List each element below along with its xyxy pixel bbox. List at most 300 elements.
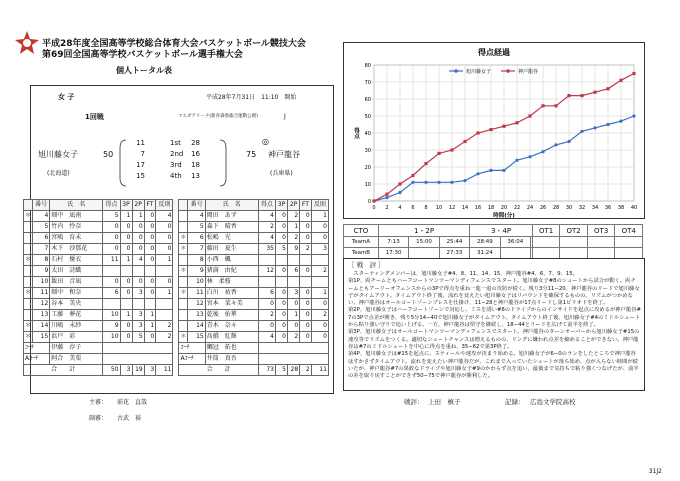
player-p3: 1 [120,211,132,222]
player-fouls: 2 [156,332,173,343]
player-p2: 4 [132,255,144,266]
team-a-score: 50 [103,150,114,159]
player-pts: 4 [258,233,275,244]
y-axis-label: 得点 [353,127,359,139]
player-number: 9 [188,266,205,277]
player-p3: 0 [120,321,132,332]
player-p2 [287,277,299,288]
total-ft: 2 [300,365,312,376]
player-pts: 2 [258,310,275,321]
player-mark [24,266,33,277]
header-pts: 得点 [103,200,120,211]
tournament-logo-icon [14,30,40,56]
player-fouls: 0 [156,277,173,288]
header-mark [179,200,188,211]
player-fouls [311,277,328,288]
table-header-row [24,200,329,211]
player-p2: 1 [287,222,299,233]
table-row [24,266,329,277]
cto-row [344,237,643,248]
x-tick-label: 16 [474,205,482,211]
cto-header-cell: OT4 [615,225,643,237]
x-tick-label: 20 [500,205,508,211]
player-p2: 1 [287,310,299,321]
player-pts: 5 [103,211,120,222]
player-fouls: 2 [311,266,328,277]
player-pts [258,255,275,266]
coach-label: ｺｰﾁ [179,343,205,354]
x-tick-label: 36 [604,205,612,211]
x-axis-label: 時間(分) [493,213,515,218]
page-number: 31J2 [648,468,662,475]
player-p2: 2 [287,211,299,222]
referee-label: 主審： [89,399,108,406]
header-name: 氏 名 [50,200,103,211]
player-ft: 0 [144,288,156,299]
legend-marker [454,69,458,73]
cto-cell: 31:24 [470,248,500,259]
x-tick-label: 28 [552,205,560,211]
player-fouls: 3 [311,244,328,255]
table-row [24,244,329,255]
player-pts [258,277,275,288]
cto-cell [532,237,560,248]
header-fouls: 反則 [311,200,328,211]
player-fouls: 1 [311,211,328,222]
y-tick-label: 80 [364,63,371,69]
data-point [619,120,622,123]
y-tick-label: 60 [364,97,371,103]
player-mark: ＊ [179,244,188,255]
game-review-title: ［ 戦 評 ］ [348,261,385,269]
coach-blank [103,343,173,354]
cto-cell [560,237,588,248]
page-subtitle: 個人トータル表 [116,66,172,75]
player-pts: 6 [103,288,120,299]
quarter-b: 28 [191,139,200,147]
cto-header-cell: 1・2P [378,225,469,237]
player-p2 [132,266,144,277]
player-ft: 0 [300,222,312,233]
player-p3: 0 [120,244,132,255]
player-number: 7 [33,244,50,255]
player-number: 4 [33,211,50,222]
data-point [515,159,518,162]
venue-label: マエダアリーナ(新青森県総合運動公園) [178,114,258,119]
cto-team-label: TeamB [344,248,379,259]
y-tick-label: 0 [367,199,371,205]
team-b-mark: ◎ [262,137,269,146]
data-point [372,199,375,202]
player-p3: 0 [120,222,132,233]
x-tick-label: 0 [372,205,376,211]
player-mark: ＊ [179,288,188,299]
player-p3: 0 [120,332,132,343]
header-ft: FT [144,200,156,211]
player-p3 [120,299,132,310]
player-mark: ＊ [24,211,33,222]
cto-header-cell: OT2 [560,225,588,237]
player-name: 畑中 和奈 [50,288,103,299]
player-number: 15 [33,332,50,343]
x-tick-label: 6 [411,205,415,211]
quarter-label: 4th [170,172,182,180]
data-point [632,72,635,75]
cto-cell: 28:49 [470,237,500,248]
player-pts: 11 [103,255,120,266]
coach-blank [258,354,328,365]
player-ft: 0 [144,222,156,233]
player-pts: 35 [258,244,275,255]
y-tick-label: 30 [364,148,371,154]
player-number: 8 [33,255,50,266]
cto-table [343,224,643,259]
player-number: 4 [188,211,205,222]
cto-header-cell: OT3 [587,225,615,237]
player-mark: ＊ [24,321,33,332]
data-point [528,155,531,158]
player-p2: 1 [132,211,144,222]
player-name: 髙橋 紅輝 [205,332,258,343]
player-fouls: 0 [156,222,173,233]
coach-label: Aｺｰﾁ [24,354,50,365]
player-number: 6 [188,233,205,244]
cto-header-cell: OT1 [532,225,560,237]
x-tick-label: 40 [630,205,638,211]
player-pts: 10 [103,310,120,321]
player-pts: 9 [103,321,120,332]
player-p2: 0 [132,277,144,288]
quarter-a: 15 [136,172,145,180]
player-name: 川嶋 未紗 [50,321,103,332]
total-pts: 50 [103,365,120,376]
game-review-panel [343,258,645,391]
data-point [502,125,505,128]
total-ft: 3 [144,365,156,376]
player-ft: 0 [144,244,156,255]
x-tick-label: 26 [539,205,547,211]
player-mark: ＊ [24,255,33,266]
cto-cell [615,237,643,248]
player-fouls: 0 [311,222,328,233]
data-point [567,94,570,97]
quarter-a: 11 [136,139,145,147]
player-p2 [287,255,299,266]
cto-cell [409,248,439,259]
player-number: 14 [188,321,205,332]
player-mark [24,277,33,288]
player-p3: 1 [120,310,132,321]
player-p2: 0 [132,222,144,233]
player-number: 7 [188,244,205,255]
quarter-label: 1st [170,139,181,147]
player-fouls: 0 [311,299,328,310]
coach-name: 井筒 真吾 [205,354,258,365]
player-pts: 6 [258,288,275,299]
cto-header-row [344,225,643,237]
player-fouls: 1 [156,255,173,266]
player-fouls [156,310,173,321]
data-point [541,104,544,107]
x-tick-label: 2 [385,205,389,211]
player-number: 11 [33,288,50,299]
player-p2: 3 [287,288,299,299]
player-ft: 1 [144,321,156,332]
cto-cell: 15:00 [409,237,439,248]
player-name: 工藤 夢花 [50,310,103,321]
player-name: 竹内 怜奈 [50,222,103,233]
data-point [606,87,609,90]
player-ft: 0 [144,277,156,288]
recorder-name: 広島文学院高校 [530,398,576,406]
cto-cell [500,248,530,259]
player-name: 木下 沙那花 [50,244,103,255]
data-point [554,104,557,107]
total-fouls: 11 [156,365,173,376]
player-fouls: 0 [156,244,173,255]
table-row [24,299,329,310]
player-number: 5 [188,222,205,233]
header-no: 番号 [188,200,205,211]
player-fouls [311,255,328,266]
player-ft: 0 [300,332,312,343]
player-ft: 0 [300,288,312,299]
player-p2: 0 [132,233,144,244]
quarter-b: 13 [191,172,200,180]
x-tick-label: 22 [513,205,521,211]
player-number: 10 [188,277,205,288]
player-p2 [132,299,144,310]
game-review-body: スターティングメンバーは、旭川藤女子#4、8、11、14、15、神戸龍谷#4、6、7、9、15。 第1P、両チームともハーフコートマンツーマンディフェンスでスタート。旭川藤女子#8のシュートから試合が動く。両チームともアーリーオフェンスからの3Pで得点を重ね一進一退の攻防が続く。残り3分11−20、神戸龍谷のリードで旭川藤女子がタイムアウト。タイムアウト終了後、流れを変えたい旭川藤女子はリバウンドを確保するものの、リズムがつかめない。神戸龍谷はオールコートゾーンプレスを仕掛け、11−28と神戸龍谷が17点リードし第1ピリオドを終了。 第2P、旭川藤女子はハーフコートゾーンで対応し、ミスを誘い#8のドライブからのインサイドを起点に攻めるが神戸龍谷#7の3Pで点差が開き、残り5分14−40で旭川藤女子がタイムアウト。タイムアウト終了後、旭川藤女子#4のミドルシュートから粘り強い守りで追い上げる。一方、神戸龍谷は堅守を継続し、18−44とリードを広げて前半を終了。 第3P、旭川藤女子はオールコートマンツーマンディフェンスでスタート。神戸龍谷のターンオーバーから旭川藤女子#15の速攻等でリズムをつくる。適切なシュートチャンスは増えるものの、リングに嫌われ点差を縮めることができない。神戸龍谷は#7のミドルシュートを中心に得点を重ね、35−62で第3P終了。 第4P、旭川藤女子は#15を起点に、スティールや速攻が決まり始める。旭川藤女子が6−0のランをしたところで神戸龍谷はすかさずタイムアウト。流れを変えたい神戸龍谷だが、これまで入っていたシュートが落ち始め、点が入らない時間が続いたが、神戸龍谷#7の果敢なドライブや旭川藤女子#9のかわらず点を追い、最後まで気持ちで粘り強くつなげたが、前半の差を取り戻すことができず50−75で神戸龍谷が勝利した。 [348,271,641,380]
quarter-b: 16 [191,150,200,158]
player-number: 5 [33,222,50,233]
round-label: 1回戦 [85,113,104,121]
y-tick-label: 20 [364,165,371,171]
recorder-label: 記録： [505,398,525,406]
cto-row [344,248,643,259]
data-point [424,162,427,165]
player-p3 [275,277,287,288]
x-tick-label: 14 [461,205,469,211]
x-tick-label: 4 [398,205,402,211]
player-mark: ＊ [179,233,188,244]
player-p2: 9 [287,244,299,255]
player-fouls: 0 [156,233,173,244]
player-pts: 4 [258,332,275,343]
player-p2: 0 [132,244,144,255]
player-p2: 0 [287,299,299,310]
player-number: 11 [188,288,205,299]
player-ft: 0 [300,299,312,310]
team-a-name: 旭川藤女子 [38,150,78,159]
total-p2: 19 [132,365,144,376]
umpire-name: 古武 裕 [117,415,142,422]
player-pts: 0 [103,277,120,288]
total-row [24,365,329,376]
player-p3: 1 [120,255,132,266]
total-p3: 3 [120,365,132,376]
player-p3: 0 [120,233,132,244]
player-pts: 4 [258,211,275,222]
data-point [437,181,440,184]
player-mark: ＊ [24,288,33,299]
player-fouls: 2 [156,321,173,332]
table-row [24,211,329,222]
data-point [632,114,635,117]
cto-cell: 36:04 [500,237,530,248]
team-b-score: 75 [246,150,257,159]
player-pts: 2 [258,222,275,233]
total-pts: 73 [258,365,275,376]
data-point [541,150,544,153]
cto-team-label: TeamA [344,237,379,248]
game-date-time: 平成28年7月31日 11:10 開始 [206,94,297,101]
player-number: 12 [188,299,205,310]
player-p3: 0 [275,211,287,222]
title-line1: 平成28年度全国高等学校総合体育大会バスケットボール競技大会 [42,39,306,49]
coach-blank [103,354,173,365]
cto-cell: 27:33 [439,248,469,259]
table-row [24,255,329,266]
player-ft: 2 [300,244,312,255]
coach-blank [258,343,328,354]
header-pts: 得点 [258,200,275,211]
writer-label: 戦評： [404,398,424,406]
player-number: 12 [33,299,50,310]
team-a-pref: (北海道) [47,170,70,177]
writer-name: 上田 槙子 [428,398,461,406]
data-point [450,148,453,151]
player-mark [24,233,33,244]
title-line2: 第69回全国高等学校バスケットボール選手権大会 [42,50,243,60]
player-number: 9 [33,266,50,277]
header-p3: 3P [275,200,287,211]
players-table [23,199,329,376]
data-point [476,172,479,175]
x-tick-label: 24 [526,205,534,211]
player-fouls: 1 [156,288,173,299]
cto-header-cell: 3・4P [470,225,533,237]
coach-row [24,354,329,365]
data-point [411,174,414,177]
player-name: 畑中 凪南 [50,211,103,222]
cto-cell: 17:30 [378,248,408,259]
player-p2: 2 [287,233,299,244]
data-point [593,91,596,94]
cto-cell [615,248,643,259]
player-mark [179,310,188,321]
player-mark [24,222,33,233]
player-name: 猪満 由紀 [205,266,258,277]
player-p2: 0 [287,321,299,332]
data-point [502,169,505,172]
coach-label: ｺｰﾁ [24,343,50,354]
team-b-pref: (兵庫県) [270,170,293,177]
player-name: 谷本 美央 [50,299,103,310]
player-fouls: 4 [156,211,173,222]
table-row [24,233,329,244]
data-point [437,152,440,155]
player-pts [103,299,120,310]
player-name: 石村 優衣 [50,255,103,266]
player-ft: 0 [144,211,156,222]
data-point [619,79,622,82]
player-fouls: 2 [311,310,328,321]
player-number: 6 [33,233,50,244]
player-p3: 0 [275,233,287,244]
table-row [24,277,329,288]
data-point [463,140,466,143]
coach-name: 伊藤 淳子 [50,343,103,354]
cto-cell [587,248,615,259]
data-point [606,123,609,126]
data-point [398,182,401,185]
quarter-b: 18 [191,161,200,169]
table-row [24,222,329,233]
table-row [24,332,329,343]
player-name: 宮本 菜々美 [205,299,258,310]
player-name: 白川 祐香 [205,288,258,299]
player-ft: 0 [144,255,156,266]
player-number: 13 [188,310,205,321]
x-tick-label: 34 [591,205,599,211]
player-name: 岡田 あず [205,211,258,222]
player-name: 林 柔桜 [205,277,258,288]
x-tick-label: 32 [578,205,586,211]
player-pts: 10 [103,332,120,343]
x-tick-label: 8 [424,205,428,211]
player-ft [144,299,156,310]
player-pts: 0 [103,222,120,233]
player-ft [300,255,312,266]
y-tick-label: 70 [364,80,371,86]
x-tick-label: 12 [448,205,456,211]
table-row [24,288,329,299]
player-fouls: 0 [311,233,328,244]
y-tick-label: 50 [364,114,371,120]
gender-label: 女 子 [58,93,75,101]
player-pts: 0 [258,321,275,332]
cto-cell: 7:13 [378,237,408,248]
player-name: 青木 奈々 [205,321,258,332]
player-name: 太田 詩織 [50,266,103,277]
umpire-label: 副審： [89,415,108,422]
player-mark: ＊ [179,332,188,343]
quarter-a: 17 [136,161,145,169]
x-tick-label: 38 [617,205,625,211]
total-p3: 5 [275,365,287,376]
player-mark [179,321,188,332]
data-point [476,131,479,134]
player-mark [24,310,33,321]
player-p3: 0 [275,310,287,321]
y-tick-label: 40 [364,131,371,137]
header-mark [24,200,33,211]
team-b-name: 神戸龍谷 [268,150,300,159]
total-p2: 28 [287,365,299,376]
quarter-label: 3rd [170,161,182,169]
player-ft [144,266,156,277]
data-point [580,130,583,133]
data-point [385,193,388,196]
cto-cell [532,248,560,259]
player-pts: 0 [103,233,120,244]
quarter-label: 2nd [170,150,184,158]
player-p3: 0 [275,299,287,310]
player-mark: ＊ [24,332,33,343]
x-tick-label: 10 [435,205,443,211]
player-p3: 0 [120,277,132,288]
